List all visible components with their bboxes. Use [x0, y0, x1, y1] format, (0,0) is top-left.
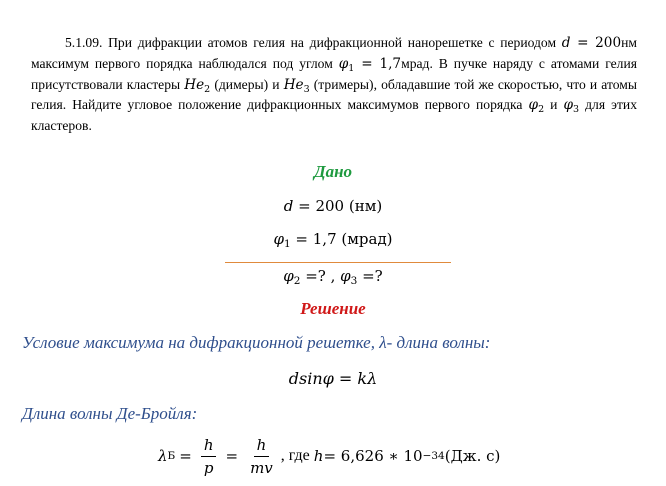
math-h: h [313, 447, 324, 465]
problem-paragraph [31, 33, 637, 136]
grating-condition-note: Условие максимума на дифракционной решетке, λ- длина волны: [22, 333, 491, 352]
fraction-h-p [201, 436, 217, 477]
find-q: =? [357, 267, 383, 285]
denominator: p [203, 458, 214, 477]
math-he: He [184, 76, 205, 93]
problem-text: мрад. В пучке наряду с атомами гелия присутствовали кластеры [31, 55, 637, 92]
numerator: h [254, 436, 270, 457]
given-phi1-value: = 1,7 (мрад) [290, 230, 393, 248]
math-phi: φ [283, 267, 294, 285]
math-phi: φ [563, 97, 574, 114]
grating-formula: dsinφ = kλ [288, 369, 378, 388]
math-phi: φ [273, 230, 284, 248]
problem-text: (тримеры), обладавшие той же скоростью, что и атомы гелия. Найдите угловое положение дифракционных максимумов первого порядка [31, 76, 638, 113]
math-sub: 3 [573, 104, 580, 116]
problem-number: 5.1.09. [65, 35, 103, 50]
problem-text: для этих кластеров. [31, 97, 637, 134]
de-broglie-formula: λ Б = $\frac{h}{p}$ = $\frac{h}{mv}$ , где h = 6,626 ∗ 10 −34 (Дж. с) [158, 435, 501, 477]
de-broglie-note: Длина волны Де-Бройля: [22, 404, 198, 423]
math-phi: φ [338, 55, 349, 72]
given-divider [225, 262, 451, 263]
planck-unit: (Дж. с) [444, 447, 501, 465]
math-phi1-value: = 1,7 [354, 55, 402, 72]
problem-text: и [544, 97, 564, 113]
math-sub: 1 [348, 62, 355, 74]
math-lambda: λ [158, 447, 168, 465]
math-d: d [283, 197, 294, 215]
problem-text: максимум первого порядка наблюдался под углом [31, 55, 339, 71]
find-sep: =? , [300, 267, 341, 285]
find-phi2-phi3 [0, 267, 666, 285]
math-d-value: = 200 [570, 35, 622, 51]
unit-nm: нм [621, 35, 637, 50]
given-phi1 [0, 230, 666, 248]
given-d [0, 197, 666, 215]
given-title: Дано [313, 162, 353, 181]
math-sub: 2 [293, 275, 301, 287]
planck-value: = 6,626 ∗ 10 [323, 447, 423, 465]
math-sub: 2 [538, 104, 545, 116]
solution-title: Решение [300, 299, 366, 318]
equals-sign: = [179, 447, 192, 465]
math-sub: 3 [350, 275, 358, 287]
problem-statement [31, 33, 637, 136]
where-text: , где [280, 447, 310, 464]
math-phi: φ [528, 97, 539, 114]
math-sub: 1 [283, 238, 291, 250]
denominator: mv [250, 458, 273, 477]
problem-text: (димеры) и [210, 76, 284, 92]
given-d-value: = 200 (нм) [293, 197, 383, 215]
fraction-h-mv [247, 436, 276, 477]
math-sub: 3 [303, 83, 310, 95]
math-d: d [561, 35, 571, 51]
numerator: h [201, 436, 217, 457]
math-sub: 2 [204, 83, 211, 95]
problem-text: При дифракции атомов гелия на дифракционной нанорешетке с периодом [102, 35, 562, 50]
equals-sign: = [225, 447, 239, 465]
math-phi: φ [340, 267, 351, 285]
math-he: He [283, 76, 304, 93]
